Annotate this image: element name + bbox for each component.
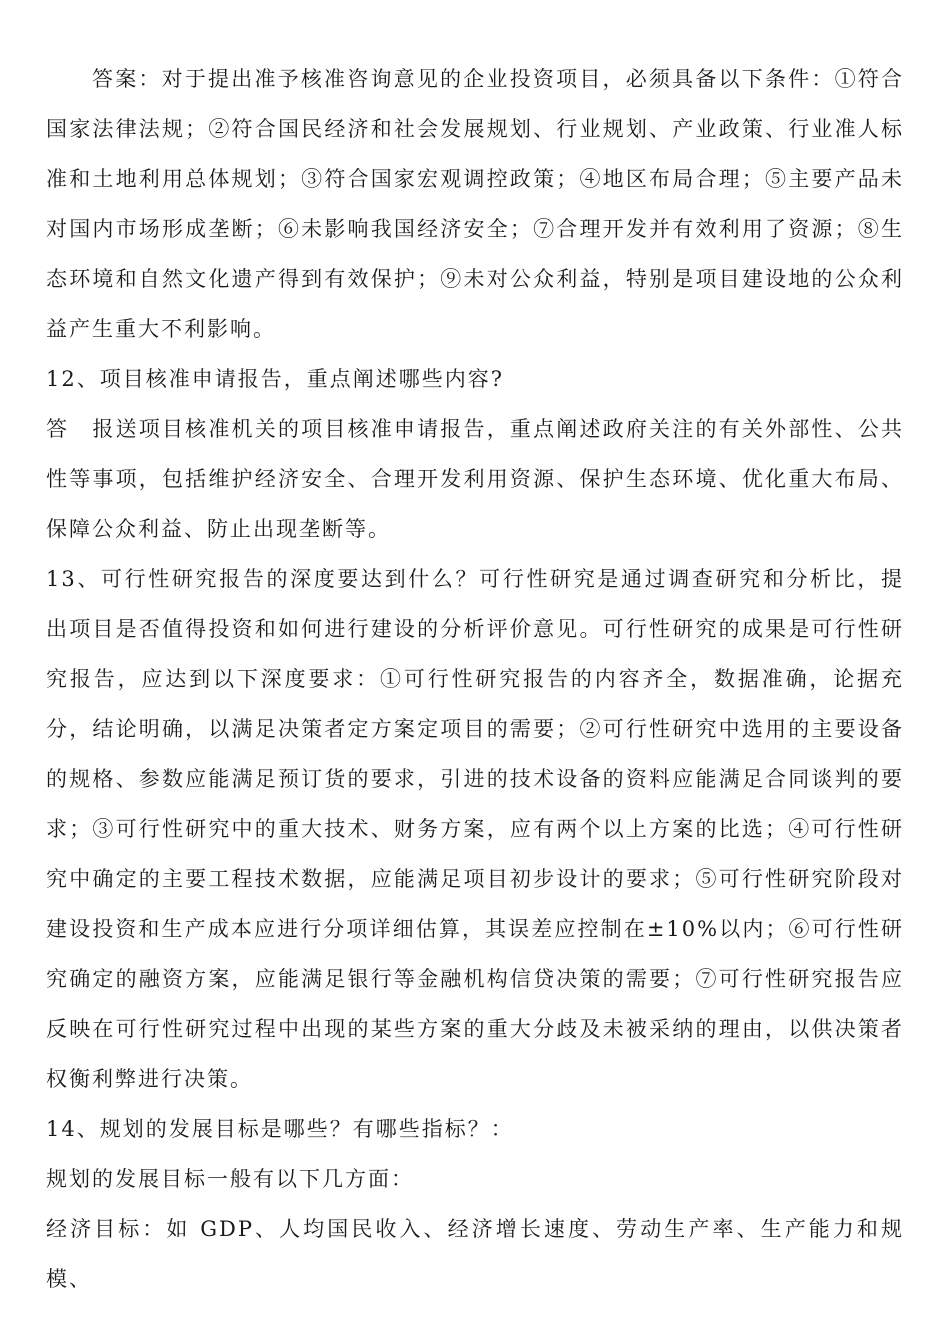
answer-12-paragraph: 答 报送项目核准机关的项目核准申请报告，重点阐述政府关注的有关外部性、公共性等事项，包括维护经济安全、合理开发利用资源、保护生态环境、优化重大布局、保障公众利益、防止出现垄断等。 xyxy=(46,417,904,541)
economic-goals-paragraph: 经济目标：如 GDP、人均国民收入、经济增长速度、劳动生产率、生产能力和规模、 xyxy=(46,1217,904,1291)
document-page xyxy=(46,54,904,1304)
question-14-heading: 14、规划的发展目标是哪些？有哪些指标？： xyxy=(46,1117,514,1141)
question-12-heading: 12、项目核准申请报告，重点阐述哪些内容? xyxy=(46,367,504,391)
answer-14-intro: 规划的发展目标一般有以下几方面： xyxy=(46,1167,414,1191)
question-13-paragraph: 13、可行性研究报告的深度要达到什么？可行性研究是通过调查研究和分析比，提出项目是否值得投资和如何进行建设的分析评价意见。可行性研究的成果是可行性研究报告，应达到以下深度要求：①可行性研究报告的内容齐全，数据准确，论据充分，结论明确，以满足决策者定方案定项目的需要；②可行性研究中选用的主要设备的规格、参数应能满足预订货的要求，引进的技术设备的资料应能满足合同谈判的要求；③可行性研究中的重大技术、财务方案，应有两个以上方案的比选；④可行性研究中确定的主要工程技术数据，应能满足项目初步设计的要求；⑤可行性研究阶段对建设投资和生产成本应进行分项详细估算，其误差应控制在±10%以内；⑥可行性研究确定的融资方案，应能满足银行等金融机构信贷决策的需要；⑦可行性研究报告应反映在可行性研究过程中出现的某些方案的重大分歧及未被采纳的理由，以供决策者权衡利弊进行决策。 xyxy=(46,567,904,1091)
answer-11-paragraph: 答案：对于提出准予核准咨询意见的企业投资项目，必须具备以下条件：①符合国家法律法规；②符合国民经济和社会发展规划、行业规划、产业政策、行业准人标准和土地利用总体规划；③符合国家宏观调控政策；④地区布局合理；⑤主要产品未对国内市场形成垄断；⑥未影响我国经济安全；⑦合理开发并有效利用了资源；⑧生态环境和自然文化遗产得到有效保护；⑨未对公众利益，特别是项目建设地的公众利益产生重大不利影响。 xyxy=(46,67,904,341)
